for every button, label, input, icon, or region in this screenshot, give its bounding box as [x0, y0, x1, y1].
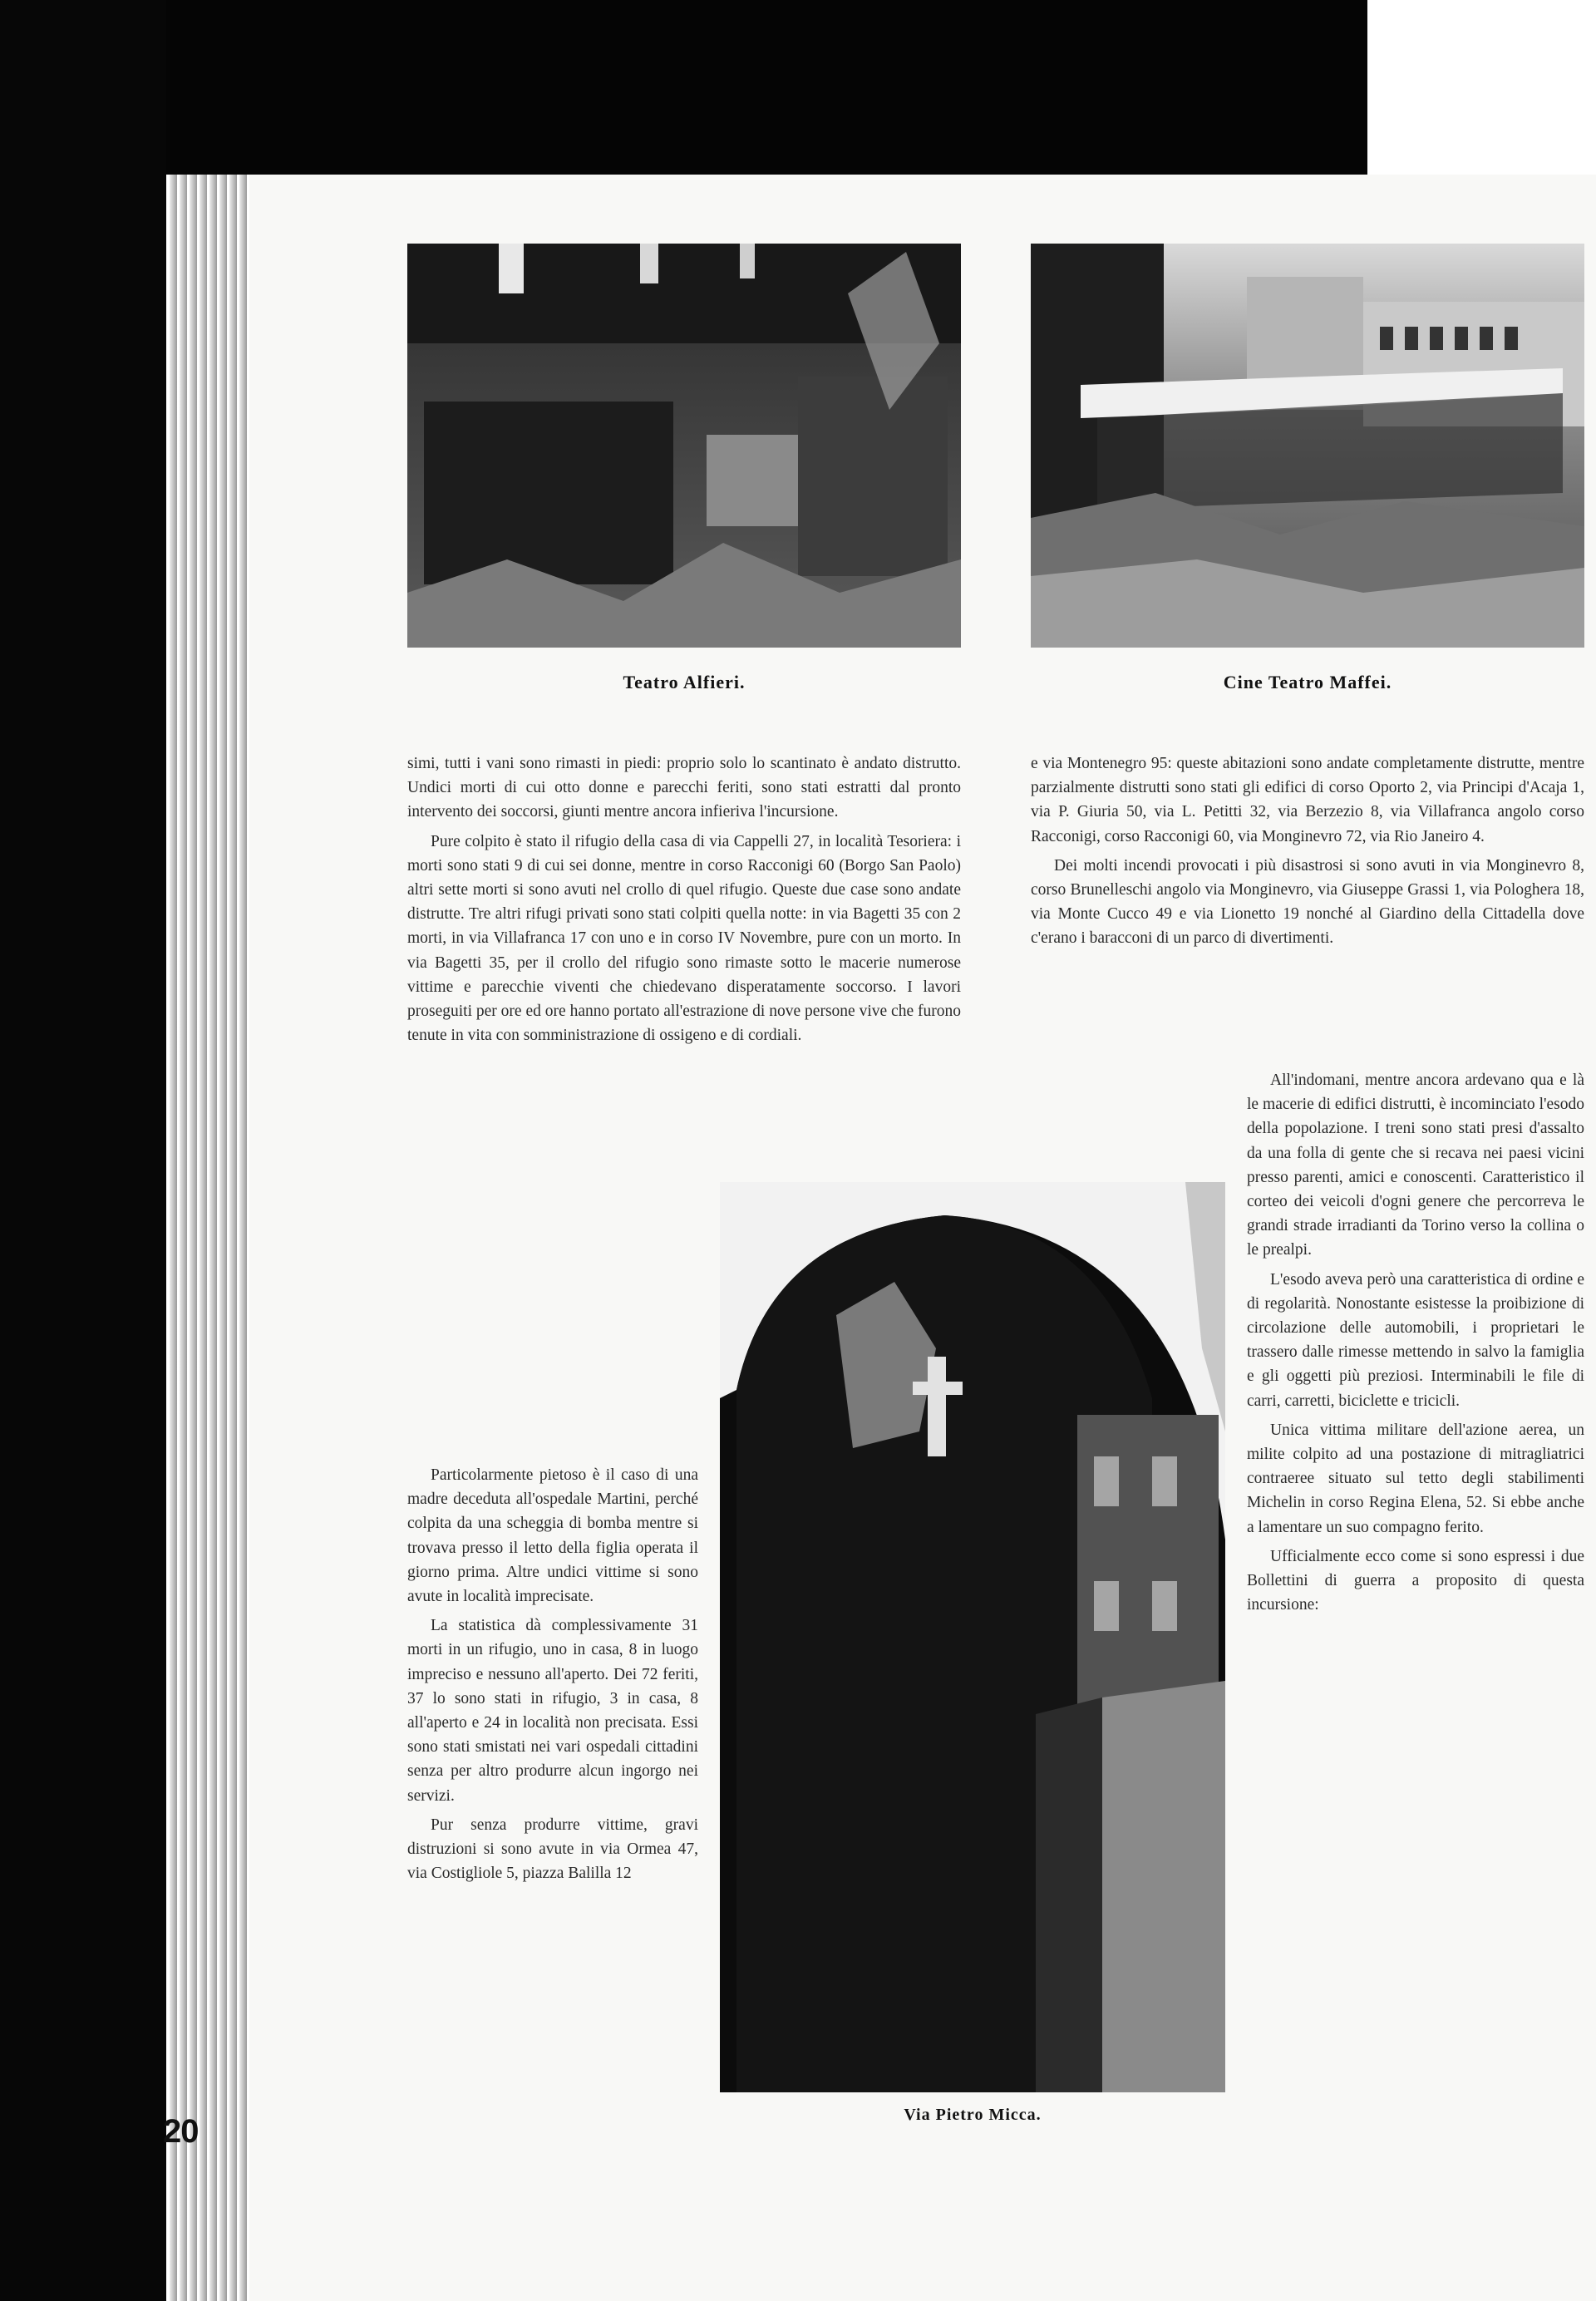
- right-paragraph-1: e via Montenegro 95: queste abitazioni sono andate completamente distrutte, mentre parzialmente distrutti sono stati gli edifici di corso Oporto 2, via Principi d'Acaja 1, via P. Giuria 50, via L. Petitti 32, via Berzezio 8, via Villafranca angolo corso Racconigi, corso Racconigi 60, via Monginevro 72, via Rio Janeiro 4.: [1031, 755, 1584, 845]
- photo-cine-teatro-maffei: [1031, 244, 1584, 648]
- book-page-edges: [166, 175, 249, 2301]
- caption-via-pietro-micca: Via Pietro Micca.: [904, 2106, 1042, 2124]
- left-paragraph-5: Pur senza produrre vittime, gravi distruzioni si sono avute in via Ormea 47, via Costigliole 5, piazza Balilla 12: [407, 1816, 698, 1883]
- scan-border-top: [0, 0, 1367, 175]
- article-right-column: [1031, 751, 1584, 956]
- caption-cine-teatro-maffei: Cine Teatro Maffei.: [1223, 672, 1392, 692]
- scan-border-left: [0, 0, 166, 2301]
- right-paragraph-5: Unica vittima militare dell'azione aerea, un milite colpito ad una postazione di mitragliatrici contraeree situato sul tetto degli stabilimenti Michelin in corso Regina Elena, 52. Si ebbe anche a lamentare un suo compagno ferito.: [1247, 1421, 1584, 1536]
- left-paragraph-3: Particolarmente pietoso è il caso di una madre deceduta all'ospedale Martini, perché colpita da una scheggia di bomba mentre si trovava presso il letto della figlia operata il giorno prima. Altre undici vittime si sono avute in località imprecisate.: [407, 1466, 698, 1606]
- photo-via-pietro-micca: [720, 1182, 1225, 2092]
- article-right-column-narrow: [1247, 1068, 1584, 1622]
- photo-teatro-alfieri: [407, 244, 961, 648]
- right-paragraph-3: All'indomani, mentre ancora ardevano qua e là le macerie di edifici distrutti, è incominciato l'esodo della popolazione. I treni sono stati presi d'assalto da una folla di gente che si recava nei paesi vicini presso parenti, amici e conoscenti. Caratteristico il corteo dei veicoli d'ogni genere che percorreva le grandi strade irradianti da Torino verso la collina o le prealpi.: [1247, 1072, 1584, 1259]
- right-paragraph-6: Ufficialmente ecco come si sono espressi i due Bollettini di guerra a proposito di questa incursione:: [1247, 1547, 1584, 1614]
- article-left-column: [407, 751, 961, 1052]
- page-number: 20: [163, 2113, 199, 2150]
- left-paragraph-2: Pure colpito è stato il rifugio della casa di via Cappelli 27, in località Tesoriera: i morti sono stati 9 di cui sei donne, mentre in corso Racconigi 60 (Borgo San Paolo) altri sette morti si sono avuti nel crollo di quel rifugio. Queste due case sono andate distrutte. Tre altri rifugi privati sono stati colpiti quella notte: in via Bagetti 35 con 2 morti, in via Villafranca 17 con uno e in corso IV Novembre, pure con un morto. In via Bagetti 35, per il crollo del rifugio sono rimaste sotto le macerie numerose vittime e parecchie viventi che chiedevano disperatamente soccorso. I lavori proseguiti per ore ed ore hanno portato all'estrazione di nove persone vive che furono tenute in vita con somministrazione di ossigeno e di cordiali.: [407, 832, 961, 1045]
- left-paragraph-1: simi, tutti i vani sono rimasti in piedi: proprio solo lo scantinato è andato distrutto. Undici morti di cui otto donne e parecchi feriti, sono stati estratti dal pronto intervento dei soccorsi, giunti mentre ancora infieriva l'incursione.: [407, 755, 961, 821]
- right-paragraph-4: L'esodo aveva però una caratteristica di ordine e di regolarità. Nonostante esistesse la proibizione di circolazione delle automobili, i proprietari le trassero dalle rimesse mettendo in salvo la famiglia e gli oggetti più preziosi. Interminabili le file di carri, carretti, biciclette e tricicli.: [1247, 1270, 1584, 1410]
- caption-teatro-alfieri: Teatro Alfieri.: [623, 672, 746, 692]
- left-paragraph-4: La statistica dà complessivamente 31 morti in un rifugio, uno in casa, 8 in luogo impreciso e nessuno all'aperto. Dei 72 feriti, 37 lo sono stati in rifugio, 3 in casa, 8 all'aperto e 24 in località non precisata. Essi sono stati smistati nei vari ospedali cittadini senza per altro produrre alcun ingorgo nei servizi.: [407, 1617, 698, 1805]
- right-paragraph-2: Dei molti incendi provocati i più disastrosi si sono avuti in via Monginevro 8, corso Brunelleschi angolo via Monginevro, via Giuseppe Grassi 1, via Pologhera 18, via Monte Cucco 49 e via Lionetto 19 nonché al Giardino della Cittadella dove c'erano i baracconi di un parco di divertimenti.: [1031, 856, 1584, 948]
- article-left-column-narrow: [407, 1463, 698, 1890]
